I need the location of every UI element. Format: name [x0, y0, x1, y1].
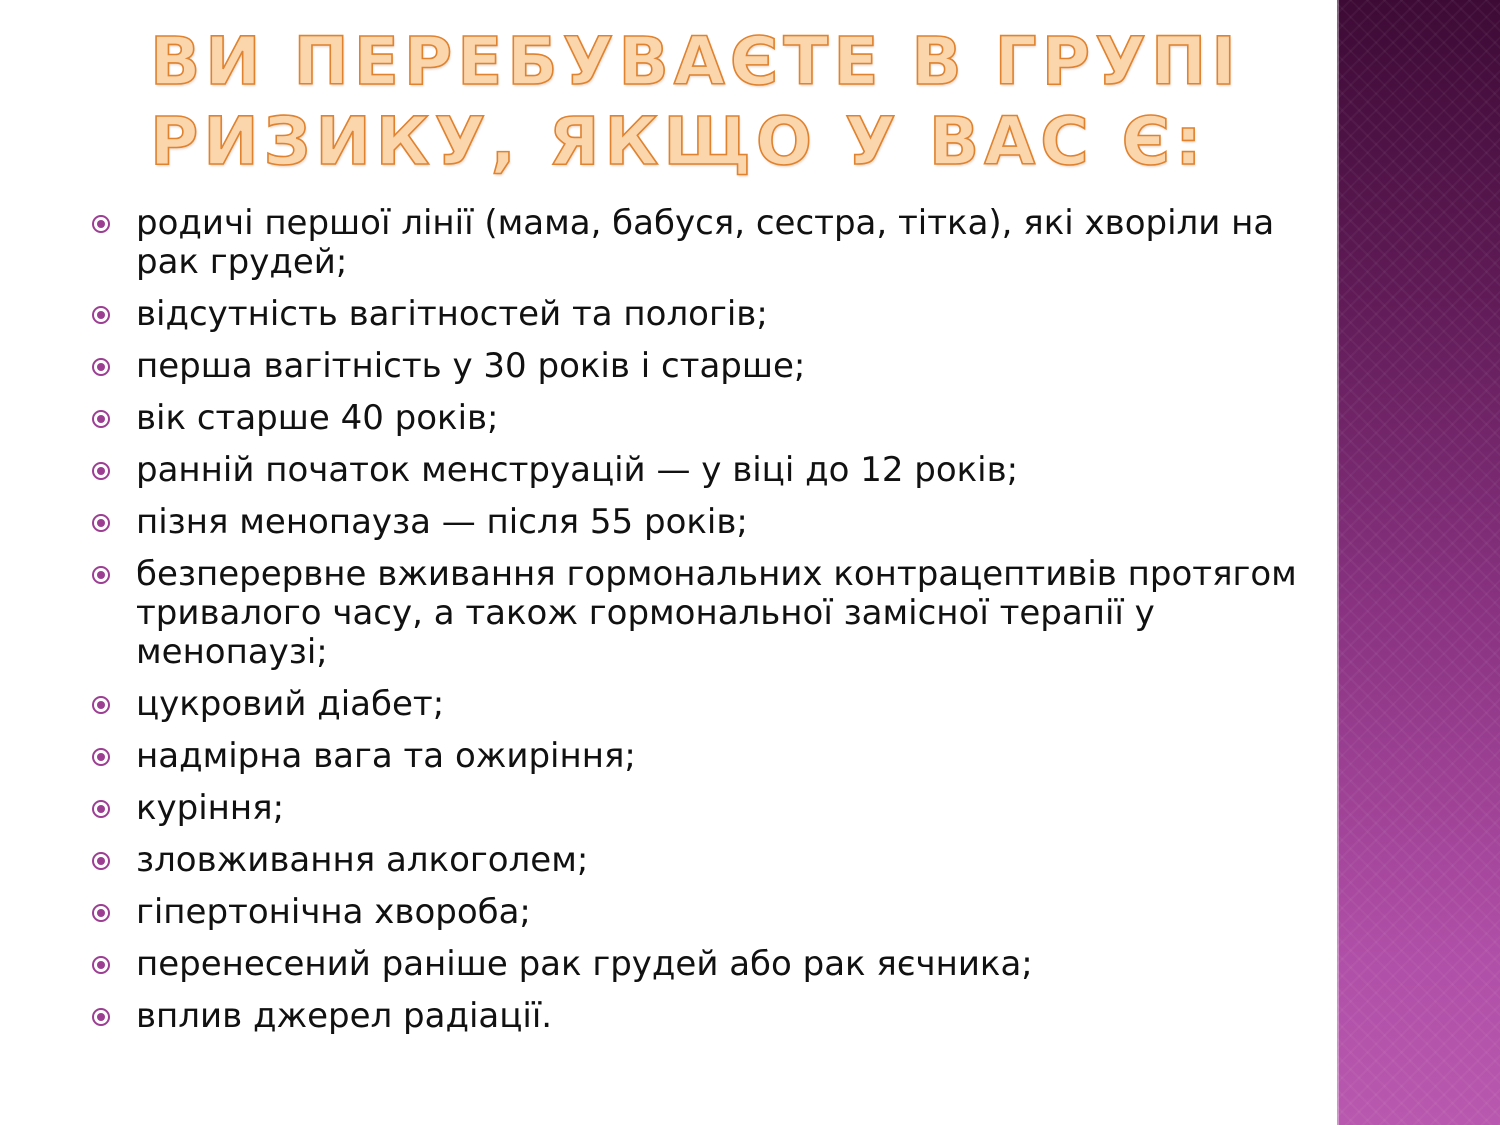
- circle-dot-bullet-icon: [92, 215, 110, 233]
- risk-factor-text: вік старше 40 років;: [136, 398, 499, 438]
- risk-factor-item: [90, 893, 1300, 932]
- risk-factor-item: [90, 841, 1300, 880]
- circle-dot-bullet-icon: [92, 514, 110, 532]
- risk-factor-text: безперервне вживання гормональних контрацептивів протягом тривалого часу, а також гормональної замісної терапії у менопаузі;: [136, 554, 1297, 672]
- circle-dot-bullet-icon: [92, 696, 110, 714]
- risk-factor-text: вплив джерел радіації.: [136, 996, 553, 1036]
- risk-factor-text: гіпертонічна хвороба;: [136, 892, 531, 932]
- risk-factor-text: перенесений раніше рак грудей або рак яєчника;: [136, 944, 1033, 984]
- risk-factor-item: [90, 399, 1300, 438]
- risk-factor-item: [90, 555, 1300, 672]
- circle-dot-bullet-icon: [92, 566, 110, 584]
- risk-factor-item: [90, 685, 1300, 724]
- circle-dot-bullet-icon: [92, 956, 110, 974]
- side-band-pattern: [1337, 0, 1500, 1125]
- risk-factor-text: пізня менопауза — після 55 років;: [136, 502, 748, 542]
- risk-factor-item: [90, 347, 1300, 386]
- risk-factor-item: [90, 204, 1300, 282]
- circle-dot-bullet-icon: [92, 904, 110, 922]
- risk-factor-text: родичі першої лінії (мама, бабуся, сестра, тітка), які хворіли на рак грудей;: [136, 203, 1275, 282]
- slide-title-line-2: РИЗИКУ, ЯКЩО У ВАС Є:: [150, 103, 1207, 180]
- circle-dot-bullet-icon: [92, 462, 110, 480]
- risk-factor-text: зловживання алкоголем;: [136, 840, 589, 880]
- circle-dot-bullet-icon: [92, 800, 110, 818]
- circle-dot-bullet-icon: [92, 852, 110, 870]
- risk-factor-item: [90, 451, 1300, 490]
- risk-factor-item: [90, 737, 1300, 776]
- risk-factor-text: відсутність вагітностей та пологів;: [136, 294, 768, 334]
- risk-factor-item: [90, 997, 1300, 1036]
- risk-factor-text: перша вагітність у 30 років і старше;: [136, 346, 806, 386]
- decorative-side-band: [1337, 0, 1500, 1125]
- risk-factor-item: [90, 945, 1300, 984]
- risk-factor-item: [90, 503, 1300, 542]
- risk-factor-text: ранній початок менструацій — у віці до 12 років;: [136, 450, 1019, 490]
- risk-factor-item: [90, 789, 1300, 828]
- risk-factor-text: цукровий діабет;: [136, 684, 445, 724]
- circle-dot-bullet-icon: [92, 306, 110, 324]
- circle-dot-bullet-icon: [92, 1008, 110, 1026]
- side-band-edge: [1337, 0, 1339, 1125]
- risk-factor-text: надмірна вага та ожиріння;: [136, 736, 636, 776]
- circle-dot-bullet-icon: [92, 358, 110, 376]
- circle-dot-bullet-icon: [92, 748, 110, 766]
- risk-factor-list: [90, 204, 1300, 1049]
- risk-factor-item: [90, 295, 1300, 334]
- slide-title-line-1: ВИ ПЕРЕБУВАЄТЕ В ГРУПІ: [150, 23, 1241, 100]
- circle-dot-bullet-icon: [92, 410, 110, 428]
- slide-title: [150, 22, 1241, 182]
- risk-factor-text: куріння;: [136, 788, 285, 828]
